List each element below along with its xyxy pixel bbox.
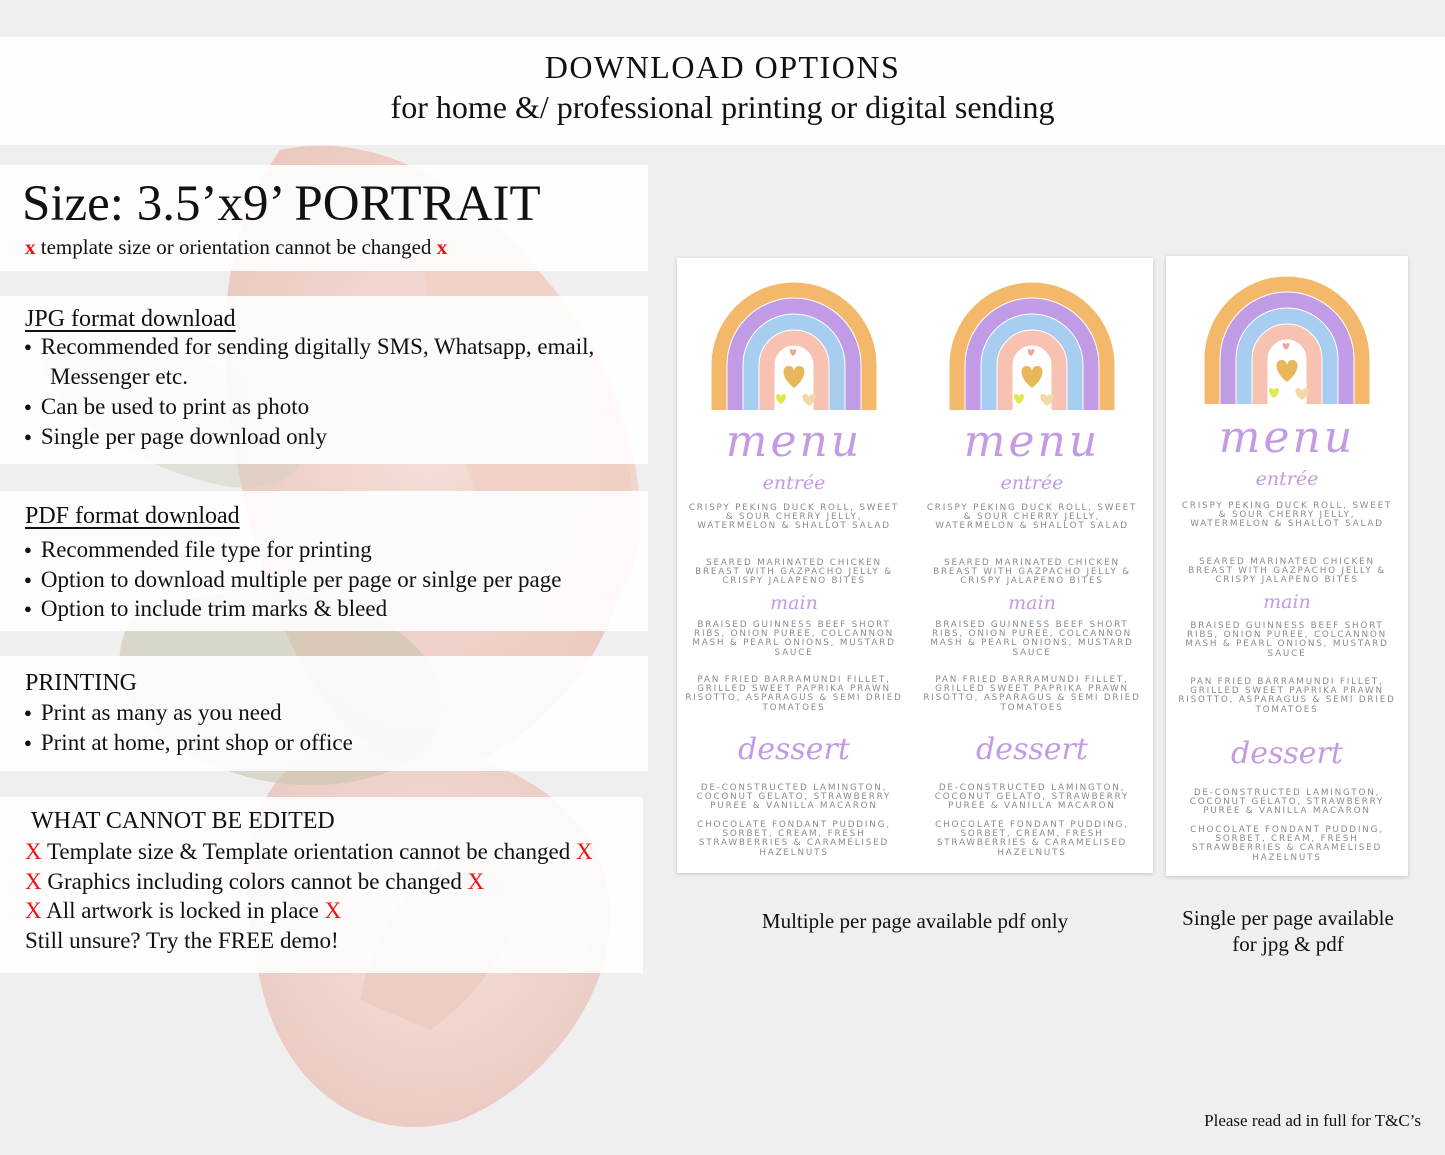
rainbow-icon xyxy=(947,280,1117,410)
menu-dish: BRAISED GUINNESS BEEF SHORT RIBS, ONION PUREE, COLCANNON MASH & PEARL ONIONS, MUSTARD SAUCE xyxy=(692,620,896,658)
main-label: main xyxy=(1008,592,1056,614)
pdf-heading: PDF format download xyxy=(25,503,240,529)
red-x-mark: X xyxy=(25,839,42,864)
red-x-mark: X xyxy=(25,869,42,894)
red-x-mark: X xyxy=(324,898,342,923)
jpg-bullet: ● Single per page download only xyxy=(24,424,327,450)
red-x-mark: x xyxy=(436,235,448,259)
size-note xyxy=(25,235,447,260)
menu-dish: CRISPY PEKING DUCK ROLL, SWEET & SOUR CHERRY JELLY, WATERMELON & SHALLOT SALAD xyxy=(926,503,1138,532)
red-x-mark: X xyxy=(467,869,485,894)
entree-label: entrée xyxy=(762,472,826,494)
not-editable-item-text: Template size & Template orientation cannot be changed xyxy=(46,839,571,864)
single-caption-line: for jpg & pdf xyxy=(1232,932,1344,956)
single-per-page-caption xyxy=(1150,905,1426,957)
pdf-bullet: ● Option to include trim marks & bleed xyxy=(24,596,387,622)
menu-title: menu xyxy=(1218,412,1356,463)
not-editable-heading: WHAT CANNOT BE EDITED xyxy=(31,808,335,834)
printing-bullet: ● Print at home, print shop or office xyxy=(24,730,353,756)
demo-note: Still unsure? Try the FREE demo! xyxy=(25,928,339,953)
pdf-bullet: ● Recommended file type for printing xyxy=(24,537,372,563)
menu-dish: BRAISED GUINNESS BEEF SHORT RIBS, ONION PUREE, COLCANNON MASH & PEARL ONIONS, MUSTARD SAUCE xyxy=(1185,621,1389,659)
menu-title: menu xyxy=(725,416,863,467)
main-label: main xyxy=(1263,591,1311,613)
menu-dish: DE-CONSTRUCTED LAMINGTON, COCONUT GELATO, STRAWBERRY PUREE & VANILLA MACARON xyxy=(696,783,892,812)
jpg-heading: JPG format download xyxy=(25,306,236,332)
dessert-label: dessert xyxy=(1231,736,1343,771)
not-editable-item xyxy=(25,869,484,895)
menu-dish: SEARED MARINATED CHICKEN BREAST WITH GAZPACHO JELLY & CRISPY JALAPENO BITES xyxy=(1188,557,1386,586)
menu-dish: SEARED MARINATED CHICKEN BREAST WITH GAZPACHO JELLY & CRISPY JALAPENO BITES xyxy=(933,558,1131,587)
size-title: Size: 3.5’x9’ PORTRAIT xyxy=(22,176,541,232)
header-banner xyxy=(0,37,1445,145)
menu-dish: DE-CONSTRUCTED LAMINGTON, COCONUT GELATO, STRAWBERRY PUREE & VANILLA MACARON xyxy=(934,783,1130,812)
menu-card xyxy=(1170,256,1404,876)
pdf-panel xyxy=(0,491,648,631)
menu-dish: PAN FRIED BARRAMUNDI FILLET, GRILLED SWEET PAPRIKA PRAWN RISOTTO, ASPARAGUS & SEMI DRIED TOMATOES xyxy=(1178,677,1396,715)
jpg-bullet: ● Recommended for sending digitally SMS, Whatsapp, email, xyxy=(24,334,594,360)
printing-panel xyxy=(0,656,648,771)
jpg-bullet: ● Can be used to print as photo xyxy=(24,394,309,420)
rainbow-icon xyxy=(1202,274,1372,404)
red-x-mark: X xyxy=(575,839,593,864)
not-editable-panel xyxy=(0,797,643,973)
main-label: main xyxy=(770,592,818,614)
not-editable-item-text: Graphics including colors cannot be changed xyxy=(47,869,462,894)
not-editable-item xyxy=(25,898,341,924)
multiple-per-page-caption: Multiple per page available pdf only xyxy=(761,909,1069,933)
menu-dish: CHOCOLATE FONDANT PUDDING, SORBET, CREAM, FRESH STRAWBERRIES & CARAMELISED HAZELNUTS xyxy=(697,820,891,858)
jpg-panel xyxy=(0,296,648,464)
menu-title: menu xyxy=(963,416,1101,467)
not-editable-item xyxy=(25,839,593,865)
single-per-page-preview xyxy=(1166,256,1408,876)
menu-dish: CHOCOLATE FONDANT PUDDING, SORBET, CREAM, FRESH STRAWBERRIES & CARAMELISED HAZELNUTS xyxy=(935,820,1129,858)
page-subtitle: for home &/ professional printing or digital sending xyxy=(390,89,1055,125)
red-x-mark: x xyxy=(25,235,36,259)
terms-note: Please read ad in full for T&C’s xyxy=(1204,1111,1421,1130)
menu-dish: CRISPY PEKING DUCK ROLL, SWEET & SOUR CHERRY JELLY, WATERMELON & SHALLOT SALAD xyxy=(1181,501,1393,530)
jpg-bullet-continuation: Messenger etc. xyxy=(50,364,188,389)
menu-dish: CRISPY PEKING DUCK ROLL, SWEET & SOUR CHERRY JELLY, WATERMELON & SHALLOT SALAD xyxy=(688,503,900,532)
printing-bullet: ● Print as many as you need xyxy=(24,700,282,726)
multiple-per-page-preview xyxy=(677,258,1153,873)
menu-dish: PAN FRIED BARRAMUNDI FILLET, GRILLED SWEET PAPRIKA PRAWN RISOTTO, ASPARAGUS & SEMI DRIED TOMATOES xyxy=(923,675,1141,713)
rainbow-icon xyxy=(709,280,879,410)
entree-label: entrée xyxy=(1255,468,1319,490)
entree-label: entrée xyxy=(1000,472,1064,494)
menu-dish: DE-CONSTRUCTED LAMINGTON, COCONUT GELATO, STRAWBERRY PUREE & VANILLA MACARON xyxy=(1189,788,1385,817)
size-note-text: template size or orientation cannot be changed xyxy=(40,235,432,259)
not-editable-item-text: All artwork is locked in place xyxy=(46,898,319,923)
dessert-label: dessert xyxy=(976,732,1088,767)
menu-card xyxy=(915,258,1149,873)
menu-card xyxy=(677,258,911,873)
dessert-label: dessert xyxy=(738,732,850,767)
page-title: DOWNLOAD OPTIONS xyxy=(544,49,901,85)
menu-dish: PAN FRIED BARRAMUNDI FILLET, GRILLED SWEET PAPRIKA PRAWN RISOTTO, ASPARAGUS & SEMI DRIED TOMATOES xyxy=(685,675,903,713)
printing-heading: PRINTING xyxy=(25,670,137,696)
menu-dish: BRAISED GUINNESS BEEF SHORT RIBS, ONION PUREE, COLCANNON MASH & PEARL ONIONS, MUSTARD SAUCE xyxy=(930,620,1134,658)
size-panel xyxy=(0,165,648,271)
red-x-mark: X xyxy=(25,898,42,923)
menu-dish: SEARED MARINATED CHICKEN BREAST WITH GAZPACHO JELLY & CRISPY JALAPENO BITES xyxy=(695,558,893,587)
menu-dish: CHOCOLATE FONDANT PUDDING, SORBET, CREAM, FRESH STRAWBERRIES & CARAMELISED HAZELNUTS xyxy=(1190,825,1384,863)
single-caption-line: Single per page available xyxy=(1182,906,1394,930)
pdf-bullet: ● Option to download multiple per page or sinlge per page xyxy=(24,567,561,593)
